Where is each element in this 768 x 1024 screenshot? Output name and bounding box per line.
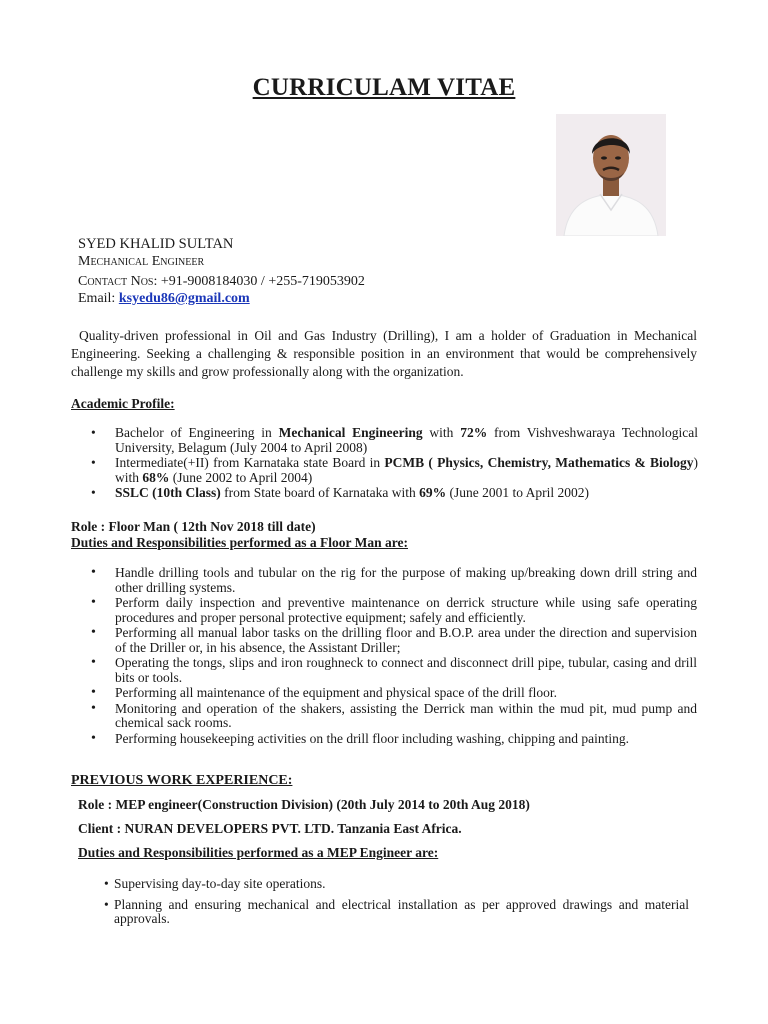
current-role: Role : Floor Man ( 12th Nov 2018 till date) [71, 519, 316, 534]
previous-duties-list [78, 877, 689, 927]
bullet-icon: • [104, 876, 109, 891]
previous-experience-heading: PREVIOUS WORK EXPERIENCE: [71, 773, 293, 788]
bullet-icon: • [91, 485, 96, 500]
academic-item: • Intermediate(+II) from Karnataka state Board in PCMB ( Physics, Chemistry, Mathematics & Biology) with 68% (June 2002 to April 2004) [91, 455, 698, 485]
bullet-icon: • [91, 595, 96, 610]
duty-item: • Performing all manual labor tasks on the drilling floor and B.O.P. area under the direction and supervision of the Driller or, in his absence, the Assistant Driller; [91, 625, 697, 655]
contact-value: +91-9008184030 / +255-719053902 [157, 274, 365, 289]
duty-item: • Performing all maintenance of the equipment and physical space of the drill floor. [91, 685, 557, 700]
bullet-icon: • [91, 700, 96, 716]
current-duties-heading: Duties and Responsibilities performed as a Floor Man are: [71, 535, 408, 550]
candidate-designation: Mechanical Engineer [78, 254, 205, 269]
previous-duties-heading: Duties and Responsibilities performed as a MEP Engineer are: [78, 845, 439, 860]
profile-photo [556, 114, 666, 236]
bullet-icon: • [91, 425, 96, 440]
duty-item: • Supervising day-to-day site operations. [104, 876, 326, 891]
academic-item: • SSLC (10th Class) from State board of Karnataka with 69% (June 2001 to April 2002) [91, 485, 589, 500]
duty-item: • Perform daily inspection and preventive maintenance on derrick structure while using safe operating procedures and proper personal protective equipment; safely and efficiently. [91, 595, 697, 625]
previous-role: Role : MEP engineer(Construction Division) (20th July 2014 to 20th Aug 2018) [78, 797, 530, 812]
profile-summary: Quality-driven professional in Oil and Gas Industry (Drilling), I am a holder of Graduation in Mechanical Engineering. Seeking a challenging & responsible position in an environment that would be comprehensively challenge my skills and grow professionally along with the organization. [71, 328, 697, 379]
contact-numbers [78, 274, 365, 290]
bullet-icon: • [91, 455, 96, 470]
current-duties-list [71, 566, 697, 746]
academic-item: • Bachelor of Engineering in Mechanical Engineering with 72% from Vishveshwaraya Technological University, Belagum (July 2004 to April 2008) [91, 425, 698, 455]
duty-item: • Operating the tongs, slips and iron roughneck to connect and disconnect drill pipe, tubular, casing and drill bits or tools. [91, 655, 697, 685]
email-line [78, 291, 250, 307]
bullet-icon: • [91, 730, 96, 746]
bullet-icon: • [104, 896, 109, 912]
duty-item: • Handle drilling tools and tubular on the rig for the purpose of making up/breaking down drill string and other drilling systems. [91, 565, 697, 595]
bullet-icon: • [91, 655, 96, 670]
profile-photo-image [556, 114, 666, 236]
bullet-icon: • [91, 565, 96, 580]
duty-item: • Monitoring and operation of the shakers, assisting the Derrick man within the mud pit, mud pump and chemical sack rooms. [91, 700, 697, 730]
academic-list [71, 426, 698, 501]
academic-heading: Academic Profile: [71, 396, 175, 411]
candidate-name: SYED KHALID SULTAN [78, 236, 234, 252]
duty-item: • Planning and ensuring mechanical and electrical installation as per approved drawings and material approvals. [104, 896, 689, 926]
previous-client: Client : NURAN DEVELOPERS PVT. LTD. Tanzania East Africa. [78, 821, 462, 836]
bullet-icon: • [91, 625, 96, 640]
duty-item: • Performing housekeeping activities on the drill floor including washing, chipping and painting. [91, 730, 630, 746]
bullet-icon: • [91, 685, 96, 700]
document-title: CURRICULAM VITAE [252, 74, 516, 101]
email-label: Email: [78, 291, 119, 306]
email-link[interactable]: ksyedu86@gmail.com [118, 291, 250, 306]
contact-label: Contact Nos: [78, 274, 158, 289]
